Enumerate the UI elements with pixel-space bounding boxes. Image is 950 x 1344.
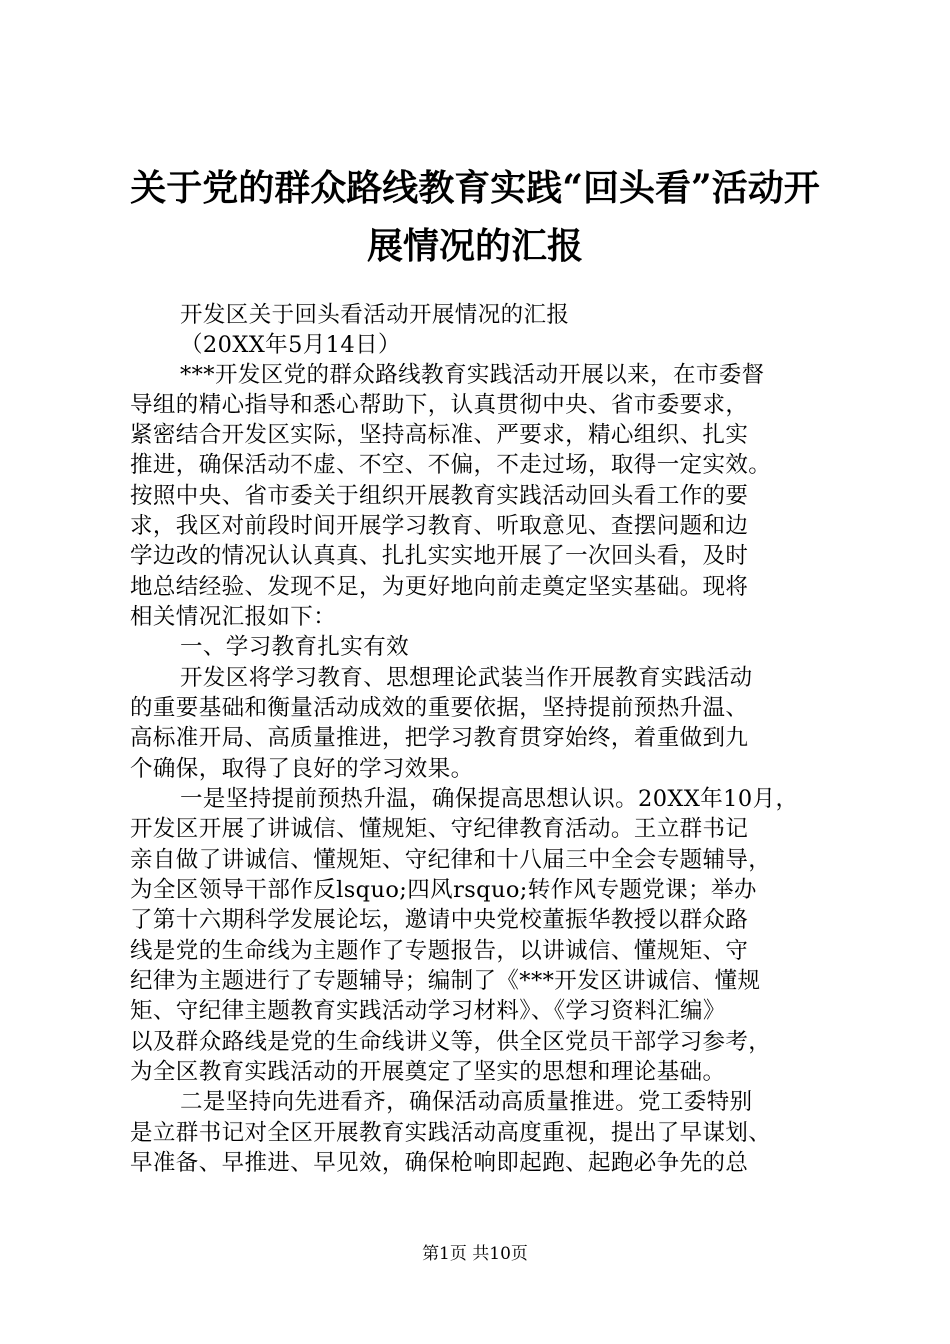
paragraph-line: 的重要基础和衡量活动成效的重要依据，坚持提前预热升温、 [130, 695, 749, 721]
subtitle: 开发区关于回头看活动开展情况的汇报 [180, 302, 570, 328]
paragraph-line: 推进，确保活动不虚、不空、不偏，不走过场，取得一定实效。 [130, 452, 772, 478]
paragraph-line: 开发区将学习教育、思想理论武装当作开展教育实践活动 [180, 665, 753, 691]
paragraph-line: 亲自做了讲诚信、懂规矩、守纪律和十八届三中全会专题辅导， [130, 847, 772, 873]
paragraph-line: 了第十六期科学发展论坛，邀请中央党校董振华教授以群众路 [130, 907, 749, 933]
paragraph-line: 早准备、早推进、早见效，确保枪响即起跑、起跑必争先的总 [130, 1150, 749, 1176]
section-heading: 一、学习教育扎实有效 [180, 634, 410, 660]
paragraph-line: 矩、守纪律主题教育实践活动学习材料》、《学习资料汇编》 [130, 998, 726, 1024]
report-date: （20XX年5月14日） [180, 332, 401, 358]
paragraph-line: 高标准开局、高质量推进，把学习教育贯穿始终，着重做到九 [130, 725, 749, 751]
document-title-line-1: 关于党的群众路线教育实践“回头看”活动开 [130, 167, 820, 209]
page-number-footer: 第1页 共10页 [422, 1244, 528, 1264]
document-title-line-2: 展情况的汇报 [366, 225, 583, 267]
paragraph-line: 相关情况汇报如下： [130, 604, 337, 630]
paragraph-line: 为全区教育实践活动的开展奠定了坚实的思想和理论基础。 [130, 1059, 726, 1085]
paragraph-line: 一是坚持提前预热升温，确保提高思想认识。20XX年10月， [180, 786, 799, 812]
paragraph-line: 为全区领导干部作反lsquo;四风rsquo;转作风专题党课；举办 [130, 877, 757, 903]
paragraph-line: 是立群书记对全区开展教育实践活动高度重视，提出了早谋划、 [130, 1120, 772, 1146]
paragraph-line: 二是坚持向先进看齐，确保活动高质量推进。党工委特别 [180, 1089, 753, 1115]
paragraph-line: 紧密结合开发区实际，坚持高标准、严要求，精心组织、扎实 [130, 422, 749, 448]
paragraph-line: 开发区开展了讲诚信、懂规矩、守纪律教育活动。王立群书记 [130, 816, 749, 842]
paragraph-line: 导组的精心指导和悉心帮助下，认真贯彻中央、省市委要求， [130, 392, 749, 418]
paragraph-line: 按照中央、省市委关于组织开展教育实践活动回头看工作的要 [130, 483, 749, 509]
paragraph-line: 求，我区对前段时间开展学习教育、听取意见、查摆问题和边 [130, 513, 749, 539]
paragraph-line: 纪律为主题进行了专题辅导；编制了《***开发区讲诚信、懂规 [130, 968, 761, 994]
paragraph-line: 学边改的情况认认真真、扎扎实实地开展了一次回头看，及时 [130, 543, 749, 569]
paragraph-line: 地总结经验、发现不足，为更好地向前走奠定坚实基础。现将 [130, 574, 749, 600]
paragraph-line: 以及群众路线是党的生命线讲义等，供全区党员干部学习参考， [130, 1029, 772, 1055]
paragraph-line: 线是党的生命线为主题作了专题报告，以讲诚信、懂规矩、守 [130, 938, 749, 964]
paragraph-line: 个确保，取得了良好的学习效果。 [130, 756, 474, 782]
paragraph-line: ***开发区党的群众路线教育实践活动开展以来，在市委督 [180, 362, 765, 388]
